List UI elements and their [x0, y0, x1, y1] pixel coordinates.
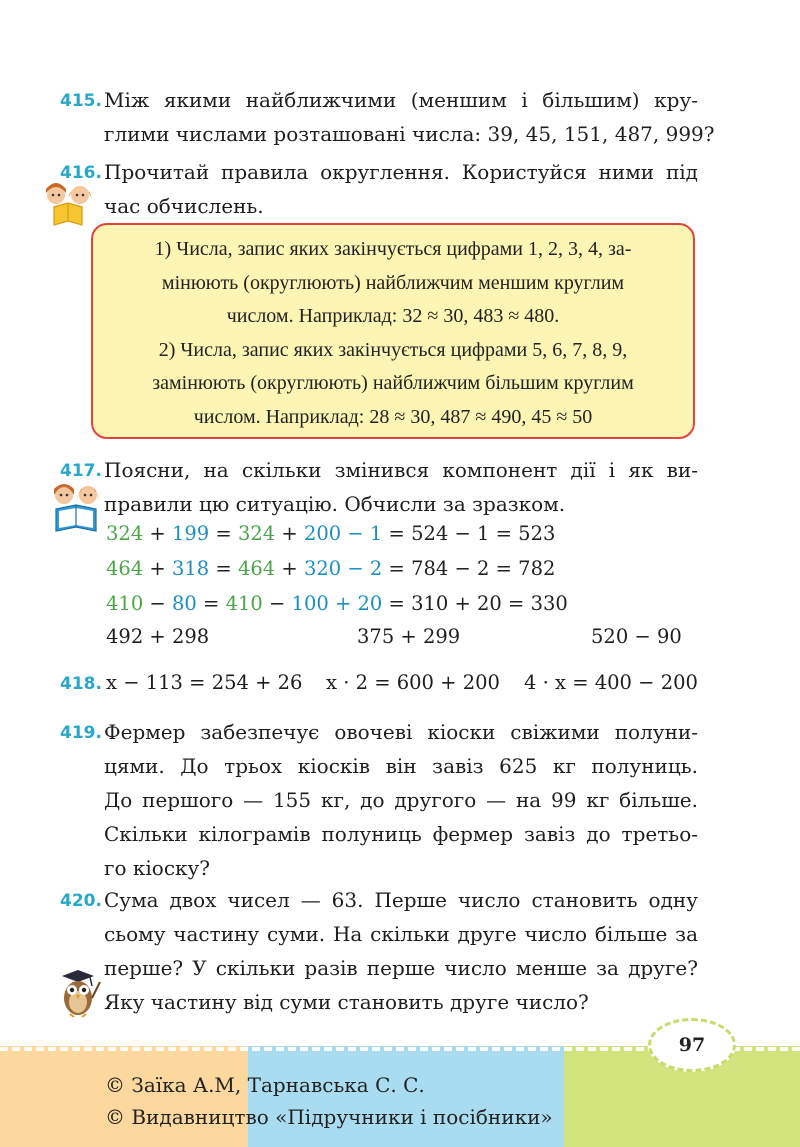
example-3-b: 80: [171, 592, 197, 615]
rule-line-4: 2) Числа, запис яких закінчується цифрами 5, 6, 7, 8, 9,: [158, 338, 628, 361]
problem-419-line-5: го кіоску?: [104, 856, 211, 880]
problem-419-line-3: До першого — 155 кг, до другого — на 99 кг більше.: [104, 788, 698, 812]
example-3-eq1: =: [196, 592, 226, 615]
rule-line-5: замінюють (округлюють) найближчим більшим круглим: [152, 372, 634, 394]
page-number-text: 97: [678, 1034, 706, 1056]
problem-420-line-3: перше? У скільки разів перше число менше за друге?: [104, 956, 698, 980]
example-1-op2: +: [275, 522, 304, 545]
problem-419-line-2: цями. До трьох кіосків він завіз 625 кг полуниць.: [104, 754, 698, 778]
example-2-op1: +: [143, 557, 172, 580]
example-1-eq1: =: [209, 522, 238, 545]
problem-419-line-1: Фермер забезпечує овочеві кіоски свіжими полуни-: [104, 720, 698, 744]
rounding-rules-box: [91, 223, 695, 439]
problem-420-line-2: сьому частину суми. На скільки друге число більше за: [104, 922, 698, 946]
example-3-a: 410: [106, 592, 144, 615]
footer-authors: © Заїка А.М, Тарнавська С. С.: [105, 1073, 425, 1097]
example-1-d: 200 − 1: [303, 522, 383, 545]
example-1-a: 324: [106, 522, 144, 545]
equation-2: x · 2 = 600 + 200: [326, 671, 500, 694]
problem-416-line-2: час обчислень.: [104, 194, 264, 218]
example-3-c: 410: [225, 592, 263, 615]
example-row-2: [106, 552, 555, 586]
problem-420-line-1: Сума двох чисел — 63. Перше число становить одну: [104, 888, 698, 912]
problem-417-text: [104, 453, 698, 521]
rule-line-6: числом. Наприклад: 28 ≈ 30, 487 ≈ 490, 45 ≈ 50: [193, 405, 593, 428]
equation-1: x − 113 = 254 + 26: [106, 671, 303, 694]
rule-line-2: мінюють (округлюють) найближчим меншим круглим: [161, 271, 625, 294]
example-row-1: [106, 517, 555, 551]
rule-line-3: числом. Наприклад: 32 ≈ 30, 483 ≈ 480.: [226, 305, 560, 327]
example-1-b: 199: [171, 522, 210, 545]
task-2: 375 + 299: [357, 625, 461, 648]
example-3-rest: = 310 + 20 = 330: [382, 592, 568, 615]
problem-number-415: 415.: [60, 91, 102, 111]
pair-reading-icon: [40, 183, 100, 227]
example-2-a: 464: [106, 557, 144, 580]
example-row-3: [106, 587, 568, 621]
problem-number-420: 420.: [60, 891, 102, 911]
problem-415-text: [104, 83, 715, 151]
example-3-d: 100 + 20: [291, 592, 383, 615]
pair-reading-book-icon: [48, 483, 104, 535]
task-1: 492 + 298: [106, 625, 210, 648]
problem-number-418: 418.: [60, 674, 102, 694]
example-2-b: 318: [171, 557, 210, 580]
example-1-c: 324: [237, 522, 276, 545]
problem-417-line-1: Поясни, на скільки змінився компонент дії і як ви-: [104, 458, 698, 482]
page-number: [648, 1018, 736, 1072]
example-3-op1: −: [143, 592, 172, 615]
rule-line-1: 1) Числа, запис яких закінчується цифрами 1, 2, 3, 4, за-: [154, 238, 632, 260]
owl-teacher-icon: [56, 968, 102, 1018]
example-1-op1: +: [143, 522, 172, 545]
example-2-rest: = 784 − 2 = 782: [382, 557, 556, 580]
example-2-eq1: =: [209, 557, 238, 580]
problem-419-text: [104, 715, 698, 885]
problem-416-text: [104, 155, 698, 223]
problem-417-line-2: правили цю ситуацію. Обчисли за зразком.: [104, 492, 566, 516]
problem-420-text: [104, 883, 698, 1019]
example-3-op2: −: [262, 592, 292, 615]
task-3: 520 − 90: [591, 625, 682, 648]
problem-number-416: 416.: [60, 163, 102, 183]
problem-420-line-4: Яку частину від суми становить друге число?: [104, 990, 589, 1014]
example-2-op2: +: [275, 557, 304, 580]
equation-3: 4 · x = 400 − 200: [524, 671, 698, 694]
problem-415-line-2: глими числами розташовані числа: 39, 45, 151, 487, 999?: [104, 122, 715, 146]
example-2-c: 464: [237, 557, 276, 580]
problem-number-417: 417.: [60, 461, 102, 481]
example-2-d: 320 − 2: [303, 557, 383, 580]
footer-publisher: © Видавництво «Підручники і посібники»: [105, 1105, 553, 1129]
problem-number-419: 419.: [60, 723, 102, 743]
example-1-rest: = 524 − 1 = 523: [382, 522, 556, 545]
problem-416-line-1: Прочитай правила округлення. Користуйся ними під: [104, 160, 698, 184]
problem-415-line-1: Між якими найближчими (меншим і більшим) кру-: [104, 88, 698, 112]
problem-419-line-4: Скільки кілограмів полуниць фермер завіз до третьо-: [104, 822, 698, 846]
